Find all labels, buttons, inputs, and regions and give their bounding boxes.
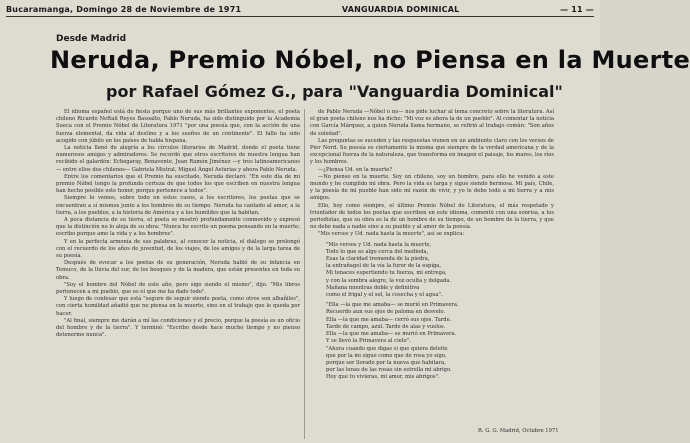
poem-line: que por la mi sigue como que de rosa yo sigo, [326, 352, 447, 359]
article-column-left [56, 109, 300, 340]
poem-line: Ella —la que me amaba— se murió en Primavera. [326, 331, 457, 338]
poem-line: por las lunas de las rosas sin estrella mi abrigo. [326, 367, 452, 374]
byline: por Rafael Gómez G., para "Vanguardia Dominical" [106, 82, 563, 101]
header-publication: VANGUARDIA DOMINICAL [341, 4, 460, 14]
paragraph: "Al final, siempre me darán a mí las condiciones y el precio, porque la poesía es un oficio del hombre y de la tierra". Y terminó: "Escribo desde hace mucho tiempo y no pienso detenerme nunca". [56, 317, 300, 339]
poem-line: "Mis versos y Ud. nada hasta la muerte, [326, 241, 432, 248]
author-signature: R. G. G. Madrid, Octubre 1971 [478, 428, 559, 434]
interview-question: —¿Piensa Ud. en la muerte? [318, 166, 393, 173]
poem-line: Recuerdo aun sus ojos de paloma en desvelo. [326, 309, 446, 316]
article-column-right [310, 109, 554, 385]
paragraph: Siempre lo vemos, sobre todo en estos casos, a los escritores, los poetas que se encuentran a sí mismos junto a los hombres de su tiempo. Neruda ha cantado al amor, a la tierra, a los pueblos, a la historia de América y a los humildes que la habitan. [56, 195, 300, 216]
interview-answer: —No pienso en la muerte. Soy un chileno, soy un hombre, para ello he venido a este mundo y he cumplido mi obra. Pero la vida es larga y sigue siendo hermosa. Mi país, Chile, y la poesía de mi pueblo han sido mi razón de vivir, y yo le debo todo a mi tierra y a mis amigos. [310, 173, 554, 202]
paragraph: "Mis versos y Ud. nada hasta la muerte", así se explica: [318, 231, 465, 238]
poem-line: como el frigal y el sol, la cosecha y el agua". [326, 292, 443, 299]
paragraph: El idioma español está de fiesta porque uno de sus más brillantes exponentes, el poeta chileno Ricardo Neftalí Reyes Basoalto, Pablo Neruda, ha sido distinguido por la Academia Sueca con el Premio Nóbel de Literatura 1971 "por una poesía que, con la acción de una fuerza elemental, da vida al destino y a los sueños de un continente". El fallo ha sido acogido con júbilo en los países de habla hispana. [56, 109, 300, 144]
header-rule [6, 16, 594, 17]
poem-line: Mi tenaces espertiendo tu fuerza, mi entrega, [326, 270, 447, 277]
dateline: Desde Madrid [56, 34, 127, 44]
poem-line: Tarde de campo, azul. Tarde de alas y vuelos. [326, 323, 446, 330]
paragraph: A poca distancia de su tierra, el poeta se mostró profundamente conmovido y expresó que la distinción no lo aleja de su obra: "Nunca he escrito un poema pensando en la muerte; escribo porque amo la vida y a los hombres". [56, 217, 300, 238]
page-header [6, 2, 594, 16]
poem-line: Mañana mientras doble y definitiva [326, 284, 420, 291]
paragraph: Después de evocar a los poetas de su generación, Neruda habló de su infancia en Temuco, de la lluvia del sur, de los bosques y de la madera, que están presentes en toda su obra. [56, 260, 300, 281]
poem-line: Ella —la que me amaba— cerró sus ojos. Tarde. [326, 316, 452, 323]
poem-excerpt-1 [326, 242, 554, 300]
poem-line: "Ella —la que me amaba— se murió en Primavera. [326, 302, 459, 309]
poem-line: Hoy que tu vivieras, mi amor, mis abrigos". [326, 374, 440, 381]
paragraph: Y en la perfecta armonía de sus palabras, al conocer la noticia, el diálogo se prolongó con el recuerdo de los años de juventud, de los viajes, de los amigos y de la larga tarea de su poesía. [56, 238, 300, 260]
header-page-number: — 11 — [560, 4, 594, 14]
paragraph: La noticia llenó de alegría a los círculos literarios de Madrid, donde el poeta tiene numerosos amigos y admiradores. Se recordó que otros escritores de nuestra lengua han recibido el galardón: Echegaray, Benavente, Juan Ramón Jiménez —y tres latinoamericanos— entre ellos dos chilenos— Gabriela Mistral, Miguel Ángel Asturias y ahora Pablo Neruda. [56, 145, 300, 173]
poem-line: la entrañagol de la vía la furor de la espiga, [326, 263, 442, 270]
paragraph: "Soy el hombre del Nóbel de este año, pero sigo siendo el mismo", dijo. "Mis libros pertenecen a mi pueblo, que es el que me ha dado todo". [56, 281, 300, 296]
paragraph: Y luego de confesar que está "seguro de seguir siendo poeta, como otros son albañiles", con cierta humildad añadió que no piensa en la muerte, sino en el trabajo que le queda por hacer. [56, 296, 300, 317]
poem-line: "Ahora cuando que digas si que quiera deleite [326, 345, 448, 352]
poem-line: y con la sombra alegre, la voz oculta y delgada. [326, 277, 452, 284]
column-divider [304, 109, 305, 439]
paragraph: Ello, hoy como siempre, el último Premio Nóbel de Literatura, el más respetado y triunfador de todos los poetas que escriben en este idioma, comentó con una sonrisa, a los periodistas, que su obra es la de un hombre de su tiempo, de un hombre de la tierra, y que no debe nada a nadie sino a su pueblo y al amor de la poesía. [310, 202, 554, 231]
paragraph: Entre los comentarios que el Premio ha suscitado, Neruda declaró: "En este día de mi premio Nóbel tengo la profunda certeza de que todos los que escriben en nuestra lengua han hecho posible este honor, porque pertenece a todos". [56, 173, 300, 195]
poem-line: Esas la claridad tremenda de la piedra, [326, 256, 430, 263]
poem-line: Y se llevó la Primavera al cielo". [326, 338, 411, 345]
paragraph: de Pablo Neruda —Nóbel o no— nos pide luchar al tema concreto sobre la literatura. Así el gran poeta chileno nos ha dicho: "Mi voz es ahora la de un pueblo". Al comentar la noticia con García Márquez, a quien Neruda llama hermano, se refirió al trabajo común: "Son años de soledad". [310, 109, 554, 137]
poem-line: Todo lo que es algo cerca del medioda, [326, 248, 429, 255]
paragraph: Las preguntas se suceden y las respuestas vienen en un ambiente claro con los versos de Pier Nord. Su poesía es ciertamente la misma que siempre de la verdad americana y de la excepcional fuerza de la naturaleza, que transforma en imagen el paisaje, los mares, los ríos y los hombres. [310, 137, 554, 166]
poem-line: porque ser llorado por la nueva que habitara, [326, 359, 446, 366]
poem-excerpt-2 [326, 302, 554, 381]
header-city-date: Bucaramanga, Domingo 28 de Noviembre de 1971 [6, 4, 242, 14]
headline: Neruda, Premio Nóbel, no Piensa en la Muerte [50, 46, 690, 74]
